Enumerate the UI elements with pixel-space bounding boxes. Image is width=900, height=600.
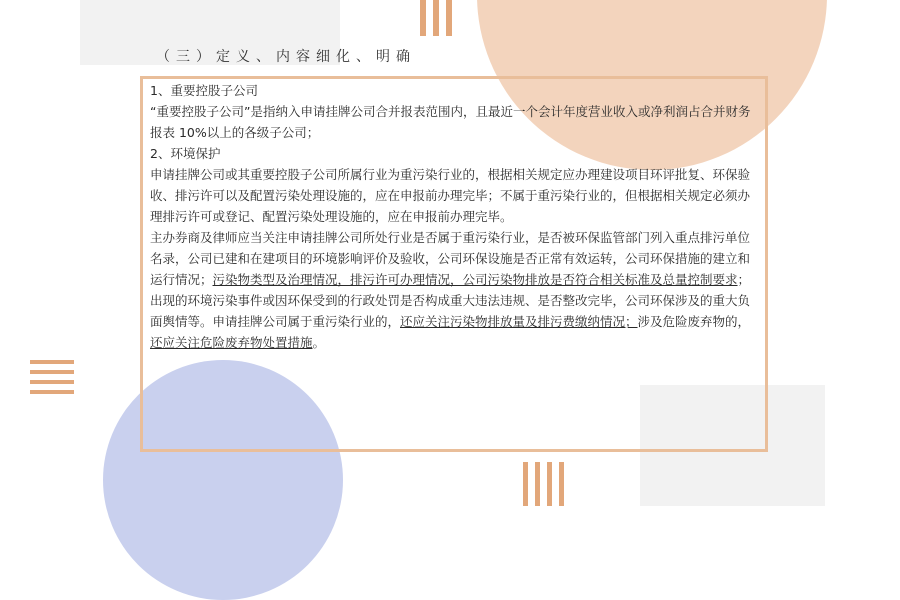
section-1-title: 1、重要控股子公司 bbox=[150, 83, 258, 98]
decor-bars-top bbox=[420, 0, 460, 40]
section-2-paragraph-1: 申请挂牌公司或其重要控股子公司所属行业为重污染行业的，根据相关规定应办理建设项目环评批复、环保验收、排污许可以及配置污染处理设施的，应在申报前办理完毕；不属于重污染行业的，但根据相关规定必须办理排污许可或登记、配置污染处理设施的，应在申报前办理完毕。 bbox=[150, 167, 751, 224]
decor-bars-bottom bbox=[523, 462, 564, 506]
p2-underline-3: 还应关注危险废弃物处置措施 bbox=[150, 335, 313, 350]
decor-bars-left bbox=[30, 360, 74, 394]
section-2-paragraph-2 bbox=[150, 227, 760, 353]
p2-underline-1: 污染物类型及治理情况 bbox=[212, 272, 338, 287]
section-1-body: “重要控股子公司”是指纳入申请挂牌公司合并报表范围内，且最近一个会计年度营业收入或净利润占合并财务报表 10%以上的各级子公司； bbox=[150, 104, 751, 140]
section-2-title: 2、环境保护 bbox=[150, 146, 221, 161]
p2-underline-2: 还应关注污染物排放量及排污费缴纳情况； bbox=[400, 314, 638, 329]
p2-text-a: 主办券商及律师应当关注申请挂牌公司所处行业是否属于重污染行业，是否被环保监管部门列入重点排污单位名录，公司已建和在建项目的环境影响评价及验收，公司环保设施是否正常有效运转，公司环保措施的建立和运行情况； bbox=[150, 230, 751, 287]
p2-text-d: 涉及危险废弃物的， bbox=[637, 314, 751, 329]
p2-text-c: ；出现的环境污染事件或因环保受到的行政处罚是否构成重大违法违规、是否整改完毕，公司环保涉及的重大负面舆情等。申请挂牌公司属于重污染行业的， bbox=[150, 272, 751, 329]
p2-text-b: ，排污许可办理情况，公司污染物排放是否符合相关标准及总量控制要求 bbox=[337, 272, 738, 287]
p2-text-e: 。 bbox=[312, 335, 326, 350]
content-body bbox=[150, 80, 760, 353]
page-title: （三）定义、内容细化、明确 bbox=[156, 49, 416, 65]
